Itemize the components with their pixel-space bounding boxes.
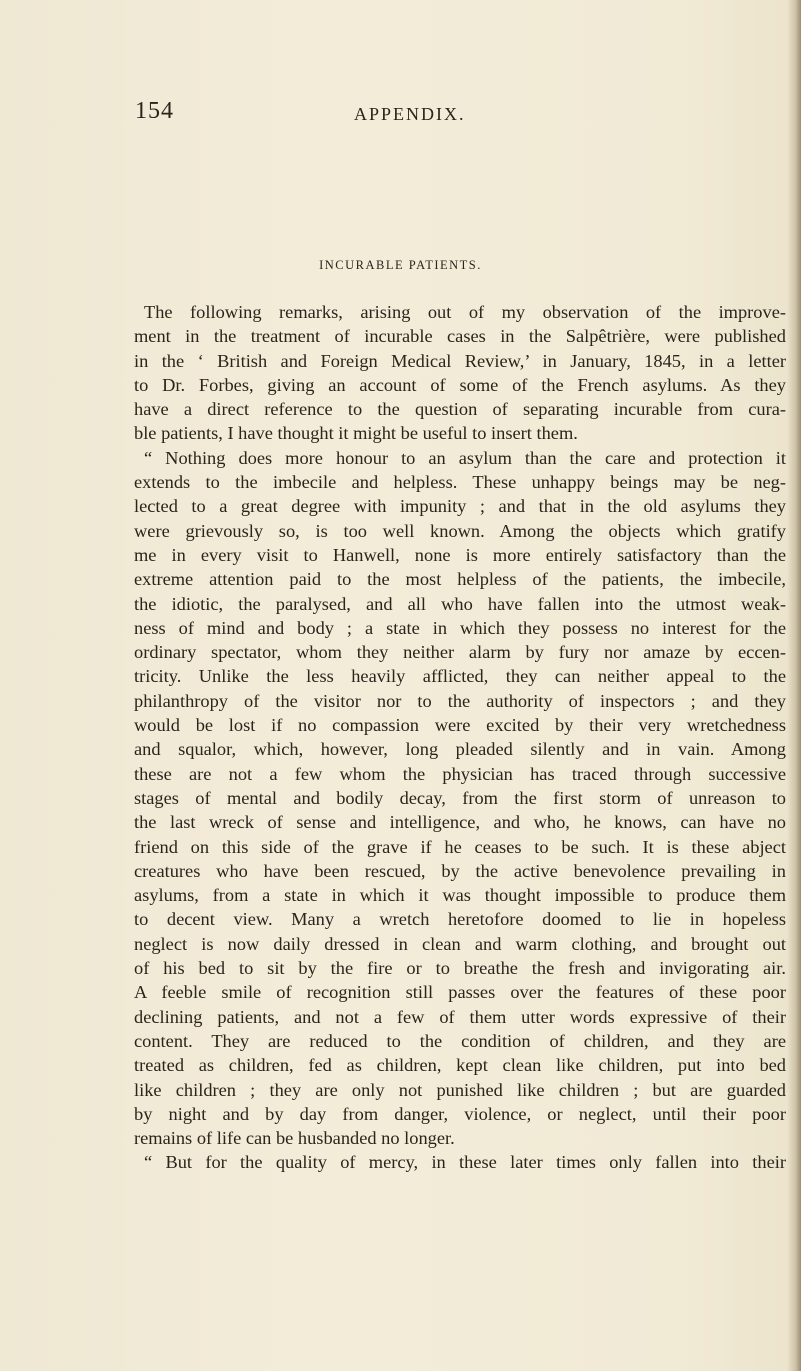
text-line: have a direct reference to the question of separating incurable from cura- — [134, 399, 786, 420]
text-line: “ But for the quality of mercy, in these later times only fallen into their — [144, 1152, 786, 1173]
text-line: the last wreck of sense and intelligence, and who, he knows, can have no — [134, 812, 786, 833]
text-line: lected to a great degree with impunity ; and that in the old asylums they — [134, 496, 786, 517]
text-line: would be lost if no compassion were excited by their very wretchedness — [134, 715, 786, 736]
text-line: asylums, from a state in which it was thought impossible to produce them — [134, 885, 786, 906]
text-line: The following remarks, arising out of my observation of the improve- — [144, 302, 786, 322]
text-line: extreme attention paid to the most helpless of the patients, the imbecile, — [134, 569, 786, 590]
page-edge-shadow — [787, 0, 801, 1371]
text-line: by night and by day from danger, violence, or neglect, until their poor — [134, 1103, 786, 1124]
text-line: tricity. Unlike the less heavily afflicted, they can neither appeal to the — [134, 666, 786, 687]
text-line: were grievously so, is too well known. Among the objects which gratify — [134, 520, 786, 541]
text-line: stages of mental and bodily decay, from the first storm of unreason to — [134, 787, 786, 808]
text-line: of his bed to sit by the fire or to breathe the fresh and invigorating air. — [134, 958, 786, 979]
text-line: the idiotic, the paralysed, and all who have fallen into the utmost weak- — [134, 593, 786, 614]
section-heading: INCURABLE PATIENTS. — [319, 258, 482, 272]
text-line: ness of mind and body ; a state in which they possess no interest for the — [134, 617, 786, 638]
text-line: to Dr. Forbes, giving an account of some of the French asylums. As they — [134, 374, 786, 395]
text-line: ble patients, I have thought it might be useful to insert them. — [134, 423, 578, 444]
text-line: “ Nothing does more honour to an asylum than the care and protection it — [144, 447, 786, 468]
text-line: ment in the treatment of incurable cases in the Salpêtrière, were published — [134, 326, 786, 347]
text-line: friend on this side of the grave if he ceases to be such. It is these abject — [134, 836, 786, 857]
text-line: to decent view. Many a wretch heretofore doomed to lie in hopeless — [134, 909, 786, 930]
text-line: philanthropy of the visitor nor to the authority of inspectors ; and they — [134, 690, 786, 711]
text-line: extends to the imbecile and helpless. These unhappy beings may be neg- — [134, 472, 786, 493]
text-line: me in every visit to Hanwell, none is more entirely satisfactory than the — [134, 544, 786, 565]
running-head: APPENDIX. — [354, 104, 466, 124]
text-line: content. They are reduced to the condition of children, and they are — [134, 1030, 786, 1051]
text-line: and squalor, which, however, long pleaded silently and in vain. Among — [134, 739, 786, 760]
text-line: these are not a few whom the physician has traced through successive — [134, 763, 786, 784]
text-line: ordinary spectator, whom they neither alarm by fury nor amaze by eccen- — [134, 642, 786, 663]
body-text — [134, 300, 786, 1175]
text-line: creatures who have been rescued, by the active benevolence prevailing in — [134, 860, 786, 881]
text-line: declining patients, and not a few of them utter words expressive of their — [134, 1006, 786, 1027]
text-line: remains of life can be husbanded no longer. — [134, 1128, 455, 1149]
text-line: A feeble smile of recognition still passes over the features of these poor — [134, 982, 786, 1003]
page-number: 154 — [135, 98, 174, 124]
text-line: in the ‘ British and Foreign Medical Review,’ in January, 1845, in a letter — [134, 350, 786, 371]
text-line: neglect is now daily dressed in clean and warm clothing, and brought out — [134, 933, 786, 954]
text-line: treated as children, fed as children, kept clean like children, put into bed — [134, 1055, 786, 1076]
text-line: like children ; they are only not punished like children ; but are guarded — [134, 1079, 786, 1100]
